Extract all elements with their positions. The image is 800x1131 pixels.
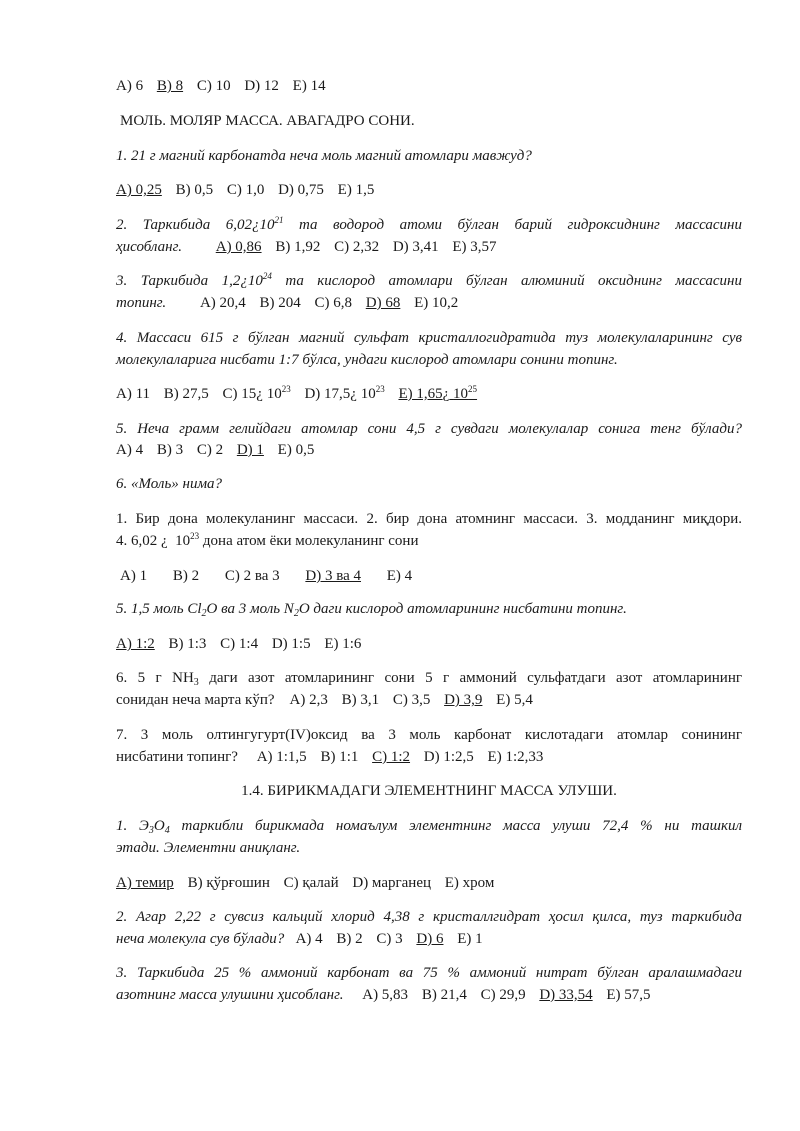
question-text [116, 214, 742, 236]
exponent: 23 [281, 384, 291, 394]
exponent: 23 [375, 384, 385, 394]
correct-answer: D) 1 [236, 442, 264, 458]
question-text: молекулаларига нисбати 1:7 бўлса, ундаги кислород атомлари сонини топинг. [116, 352, 618, 368]
question-text: 1. 21 г магний карбонатда неча моль магний атомлари мавжуд? [116, 148, 532, 164]
answer-option: C) 1:4 [220, 636, 259, 652]
answer-row [116, 984, 742, 1006]
answer-value: E) 1,65 [398, 386, 443, 402]
question-fragment: азотнинг масса улушини ҳисобланг. [116, 987, 344, 1003]
top-answer-row [116, 75, 742, 97]
section-title: МОЛЬ. МОЛЯР МАССА. АВАГАДРО СОНИ. [120, 113, 415, 129]
question-fragment: нисбатини топинг? [116, 749, 238, 765]
option-fragment: 4. 6,02 [116, 533, 158, 549]
option-list [116, 530, 742, 552]
answer-option: E) 3,57 [452, 239, 497, 255]
question-fragment: таркибли бирикмада номаълум элементнинг масса улуши 72,4 % ни ташкил [181, 818, 743, 834]
answer-option: E) 14 [292, 78, 326, 94]
subscript: 3 [193, 677, 199, 688]
correct-answer: C) 1:2 [372, 749, 411, 765]
answer-option: A) 1 [120, 568, 148, 584]
answer-row [116, 179, 742, 201]
question-fragment: топинг. [116, 295, 167, 311]
question-fragment: та кислород атомлари бўлган алюминий оксиднинг массасини [285, 273, 743, 289]
answer-option [223, 386, 291, 402]
answer-value: D) 17,5 [304, 386, 351, 402]
question-text [116, 598, 742, 620]
correct-answer: D) 33,54 [539, 987, 593, 1003]
answer-option: C) 2 [196, 442, 224, 458]
correct-answer: A) 1:2 [116, 636, 155, 652]
power-base: 10 [453, 386, 469, 402]
question-fragment: 5. 1,5 моль Cl [116, 601, 202, 617]
multiply-sign: ¿ [442, 386, 450, 402]
question-fragment: 6. 5 г NH [116, 670, 194, 686]
answer-option: E) хром [444, 875, 495, 891]
answer-option: C) 1,0 [226, 182, 265, 198]
answer-option: C) 6,8 [314, 295, 353, 311]
question-fragment: сонидан неча марта кўп? [116, 692, 275, 708]
question-text: 7. 3 моль олтингугурт(IV)оксид ва 3 моль карбонат кислотадаги атомлар сонининг [116, 727, 742, 743]
answer-option: C) 10 [196, 78, 231, 94]
answer-option: B) 1:1 [320, 749, 359, 765]
question-fragment: O даги кислород атомларининг нисбатини топинг. [298, 601, 627, 617]
correct-answer: D) 6 [416, 931, 444, 947]
power-base: 10 [259, 217, 275, 233]
answer-option: A) 20,4 [199, 295, 246, 311]
power-base: 10 [360, 386, 376, 402]
multiply-sign: ¿ [350, 386, 357, 402]
multiply-sign: ¿ [256, 386, 263, 402]
question-text: 3. Таркибида 25 % аммоний карбонат ва 75 % аммоний нитрат бўлган аралашмадаги [116, 965, 742, 981]
subscript: 3 [148, 825, 154, 836]
answer-option: A) 11 [116, 386, 151, 402]
question-text: 4. Массаси 615 г бўлган магний сульфат кристаллогидратида туз молекулаларининг сув [116, 330, 742, 346]
multiply-sign: ¿ [161, 533, 168, 549]
question-fragment: 1. Э [116, 818, 149, 834]
power-base: 10 [266, 386, 282, 402]
subscript: 2 [293, 608, 299, 619]
answer-option [304, 386, 384, 402]
answer-option: A) 2,3 [289, 692, 328, 708]
answer-option: C) 2 ва 3 [224, 568, 280, 584]
question-text [116, 815, 742, 837]
question-fragment: O [153, 818, 165, 834]
question-fragment: неча молекула сув бўлади? [116, 931, 285, 947]
answer-option: E) 57,5 [606, 987, 651, 1003]
question-fragment: даги азот атомларининг сони 5 г аммоний сульфатдаги азот атомларининг [209, 670, 742, 686]
answer-row [116, 689, 742, 711]
answer-row [116, 292, 742, 314]
correct-answer: D) 3,9 [444, 692, 483, 708]
answer-option: A) 4 [116, 442, 144, 458]
question-text [116, 270, 742, 292]
answer-option: A) 4 [295, 931, 323, 947]
correct-answer: B) 8 [156, 78, 184, 94]
correct-answer [398, 386, 477, 402]
answer-option: E) 10,2 [414, 295, 459, 311]
correct-answer: A) темир [116, 875, 174, 891]
answer-option: D) 1:2,5 [423, 749, 474, 765]
answer-option: B) 2 [172, 568, 200, 584]
question-fragment: 2. Таркибида 6,02 [116, 217, 252, 233]
subscript: 2 [201, 608, 207, 619]
answer-option: B) 21,4 [421, 987, 467, 1003]
option-fragment: дона атом ёки молекуланинг сони [202, 533, 419, 549]
multiply-sign: ¿ [251, 217, 260, 233]
answer-option: C) 3 [376, 931, 403, 947]
answer-row [116, 383, 742, 405]
answer-option: A) 1:1,5 [256, 749, 307, 765]
answer-option: D) 3,41 [392, 239, 439, 255]
option-list: 1. Бир дона молекуланинг массаси. 2. бир дона атомнинг массаси. 3. модданинг миқдори. [116, 511, 742, 527]
answer-option: B) 2 [336, 931, 363, 947]
answer-option: E) 1,5 [337, 182, 375, 198]
exponent: 21 [274, 215, 284, 225]
answer-option: B) 3 [156, 442, 184, 458]
answer-option: D) 1:5 [271, 636, 311, 652]
answer-value: C) 15 [222, 386, 257, 402]
answer-option: D) 0,75 [278, 182, 324, 198]
correct-answer: A) 0,25 [116, 182, 162, 198]
exponent: 25 [468, 384, 478, 394]
question-fragment: 3. Таркибида 1,2 [116, 273, 241, 289]
answer-option: A) 6 [116, 78, 144, 94]
answer-option: C) қалай [283, 875, 339, 891]
question-text: 6. «Моль» нима? [116, 476, 223, 492]
power-base: 10 [175, 533, 191, 549]
exponent: 24 [262, 271, 272, 281]
answer-option: B) 204 [259, 295, 301, 311]
answer-option: B) 0,5 [175, 182, 214, 198]
answer-option: D) марганец [352, 875, 432, 891]
question-text: 5. Неча грамм гелийдаги атомлар сони 4,5 г сувдаги молекулалар сонига тенг бўлади? [116, 421, 742, 437]
correct-answer: A) 0,86 [215, 239, 262, 255]
power-base: 10 [247, 273, 263, 289]
answer-row [116, 236, 742, 258]
section-title: 1.4. БИРИКМАДАГИ ЭЛЕМЕНТНИНГ МАССА УЛУШИ. [241, 783, 617, 799]
answer-row [120, 565, 746, 587]
answer-row [116, 633, 742, 655]
subscript: 4 [164, 825, 170, 836]
question-text [116, 667, 742, 689]
question-fragment: ҳисобланг. [116, 239, 182, 255]
answer-option: E) 4 [386, 568, 413, 584]
answer-row [116, 746, 742, 768]
answer-option: B) 1,92 [275, 239, 321, 255]
answer-option: C) 3,5 [392, 692, 431, 708]
correct-answer: D) 68 [365, 295, 401, 311]
answer-option: C) 2,32 [334, 239, 380, 255]
answer-option: B) 27,5 [163, 386, 209, 402]
answer-option: A) 5,83 [362, 987, 409, 1003]
question-fragment: та водород атоми бўлган барий гидроксиднинг массасини [298, 217, 743, 233]
answer-option: B) 3,1 [341, 692, 380, 708]
question-text: 2. Агар 2,22 г сувсиз кальций хлорид 4,38 г кристаллгидрат ҳосил қилса, туз таркибида [116, 909, 742, 925]
question-text: этади. Элементни аниқланг. [116, 840, 301, 856]
answer-option: E) 0,5 [277, 442, 315, 458]
answer-option: E) 1:2,33 [487, 749, 544, 765]
answer-option: E) 1:6 [324, 636, 362, 652]
answer-option: B) 1:3 [168, 636, 207, 652]
answer-option: C) 29,9 [480, 987, 526, 1003]
answer-row [116, 439, 742, 461]
multiply-sign: ¿ [240, 273, 248, 289]
answer-option: E) 1 [457, 931, 483, 947]
correct-answer: D) 3 ва 4 [305, 568, 361, 584]
exponent: 23 [190, 531, 200, 541]
question-fragment: O ва 3 моль N [206, 601, 294, 617]
answer-row [116, 928, 742, 950]
answer-row [116, 872, 742, 894]
answer-option: B) қўрғошин [187, 875, 270, 891]
answer-option: D) 12 [244, 78, 279, 94]
answer-option: E) 5,4 [496, 692, 533, 708]
